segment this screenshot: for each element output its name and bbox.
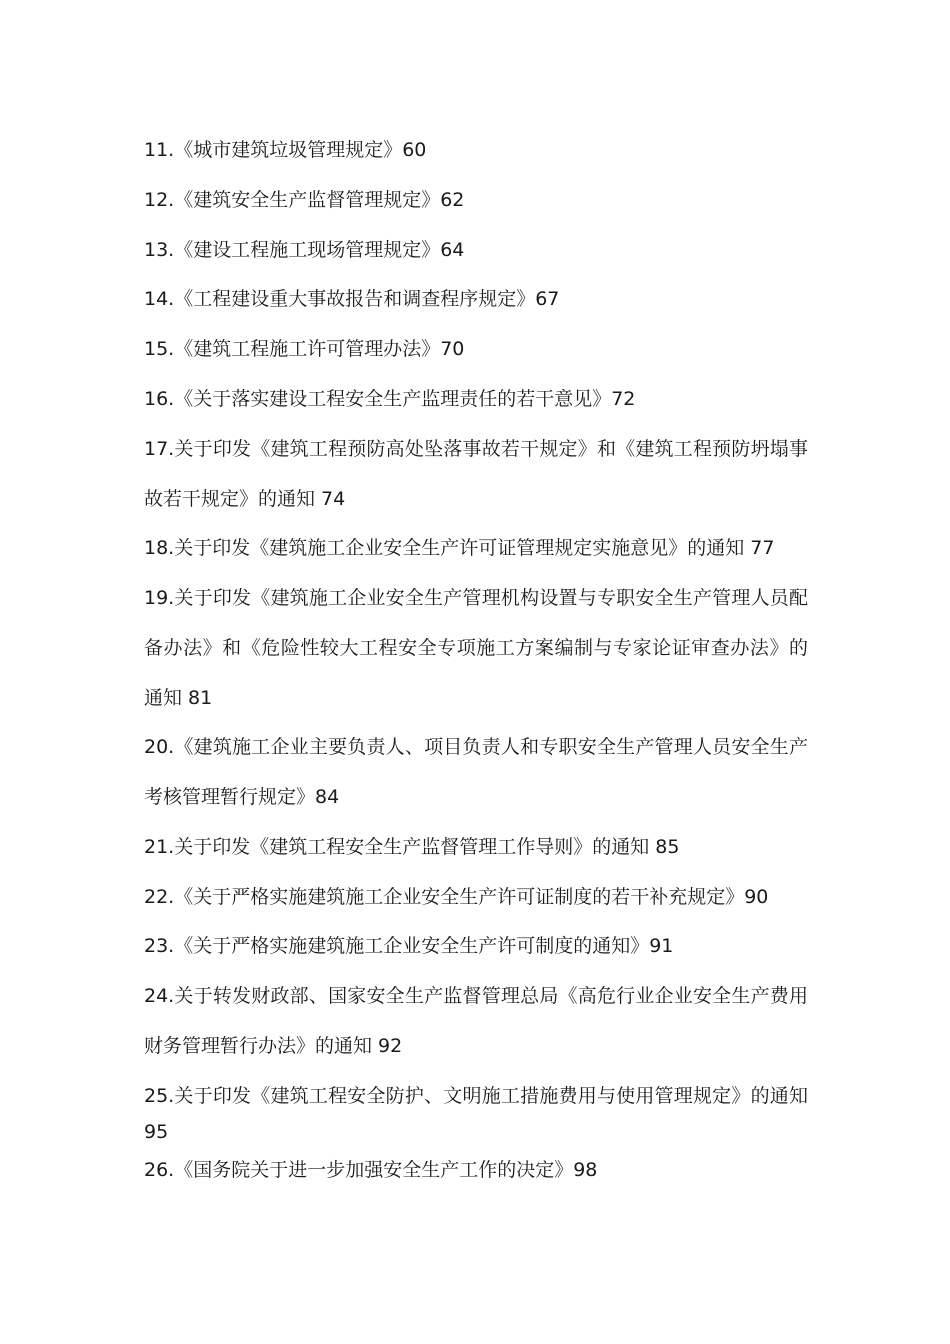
toc-entry-13[interactable]: 13.《建设工程施工现场管理规定》64 [144, 239, 465, 261]
toc-entry-24-line-1[interactable]: 24.关于转发财政部、国家安全生产监督管理总局《高危行业企业安全生产费用 [144, 985, 808, 1007]
toc-entry-12[interactable]: 12.《建筑安全生产监督管理规定》62 [144, 189, 465, 211]
toc-entry-21[interactable]: 21.关于印发《建筑工程安全生产监督管理工作导则》的通知 85 [144, 836, 680, 858]
toc-entry-19-line-1[interactable]: 19.关于印发《建筑施工企业安全生产管理机构设置与专职安全生产管理人员配 [144, 587, 808, 609]
toc-entry-19-line-2[interactable]: 备办法》和《危险性较大工程安全专项施工方案编制与专家论证审查办法》的 [144, 637, 808, 659]
toc-entry-26[interactable]: 26.《国务院关于进一步加强安全生产工作的决定》98 [144, 1159, 598, 1181]
toc-entry-17-line-1[interactable]: 17.关于印发《建筑工程预防高处坠落事故若干规定》和《建筑工程预防坍塌事 [144, 438, 808, 460]
toc-entry-20-line-1[interactable]: 20.《建筑施工企业主要负责人、项目负责人和专职安全生产管理人员安全生产 [144, 736, 808, 758]
toc-entry-17-line-2[interactable]: 故若干规定》的通知 74 [144, 488, 346, 510]
toc-entry-22[interactable]: 22.《关于严格实施建筑施工企业安全生产许可证制度的若干补充规定》90 [144, 886, 769, 908]
toc-entry-25-line-1[interactable]: 25.关于印发《建筑工程安全防护、文明施工措施费用与使用管理规定》的通知 [144, 1085, 808, 1107]
toc-entry-25-line-2[interactable]: 95 [144, 1121, 169, 1143]
toc-entry-18[interactable]: 18.关于印发《建筑施工企业安全生产许可证管理规定实施意见》的通知 77 [144, 537, 775, 559]
toc-entry-24-line-2[interactable]: 财务管理暂行办法》的通知 92 [144, 1035, 403, 1057]
toc-entry-11[interactable]: 11.《城市建筑垃圾管理规定》60 [144, 139, 427, 161]
toc-entry-16[interactable]: 16.《关于落实建设工程安全生产监理责任的若干意见》72 [144, 388, 636, 410]
toc-entry-19-line-3[interactable]: 通知 81 [144, 687, 213, 709]
toc-entry-14[interactable]: 14.《工程建设重大事故报告和调查程序规定》67 [144, 288, 560, 310]
toc-entry-23[interactable]: 23.《关于严格实施建筑施工企业安全生产许可制度的通知》91 [144, 935, 674, 957]
toc-entry-20-line-2[interactable]: 考核管理暂行规定》84 [144, 786, 340, 808]
toc-entry-15[interactable]: 15.《建筑工程施工许可管理办法》70 [144, 338, 465, 360]
